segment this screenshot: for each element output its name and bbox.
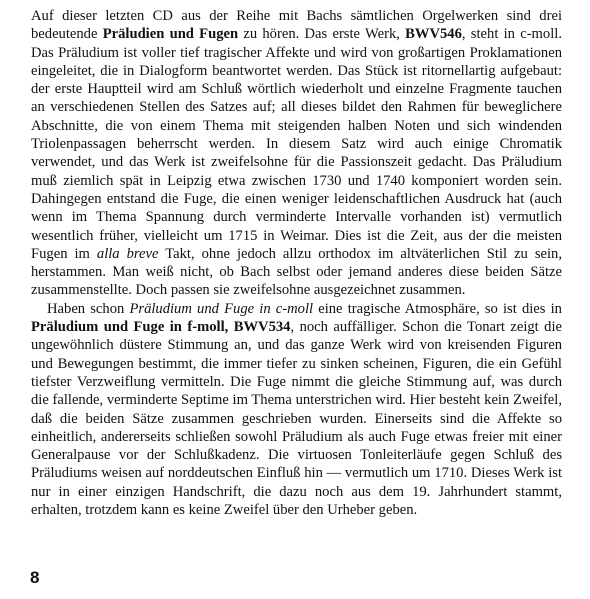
italic-text-segment: alla breve bbox=[96, 245, 159, 262]
bold-text-segment: Präludien und Fugen bbox=[102, 26, 239, 43]
text-segment: Auf dieser letzten CD aus der Reihe mit Bachs sämtlichen Orgelwerken sind drei bedeutende bbox=[31, 8, 562, 43]
body-text bbox=[31, 7, 562, 519]
bold-text-segment: BWV546 bbox=[405, 26, 462, 43]
text-segment: , noch auffälliger. Schon die Tonart zeigt die ungewöhnlich düstere Stimmung an, und das ganze Werk wird von kreisenden Figuren und Bewegungen bestimmt, die immer tiefer zu sinken scheinen, Figuren, die ein Gefühl tiefster Verzweiflung vermitteln. Die Fuge nimmt die gleiche Stimmung auf, was durch die fallende, verminderte Septime im Thema unterstrichen wird. Hier besteht kein Zweifel, daß die beiden Sätze zusammen geschrieben wurden. Einerseits sind die Affekte so einheitlich, andererseits schließen sowohl Präludium als auch Fuge etwas freier mit einer Generalpause vor der Schlußkadenz. Die virtuosen Tonleiterläufe gegen Schluß des Präludiums weisen auf norddeutschen Einfluß hin — vermutlich um 1710. Dieses Werk ist nur in einer einzigen Handschrift, die dazu noch aus dem 19. Jahrhundert stammt, erhalten, trotzdem kann es keine Zweifel über den Urheber geben. bbox=[31, 319, 562, 519]
page-number: 8 bbox=[30, 568, 40, 587]
bold-text-segment: Präludium und Fuge in f-moll, BWV534 bbox=[31, 319, 291, 336]
text-segment: zu hören. Das erste Werk, bbox=[238, 26, 406, 43]
text-segment: Takt, ohne jedoch allzu orthodox im altväterlichen Stil zu sein, herstammen. Man weiß nicht, ob Bach selbst oder jemand anderes diese beiden Sätze zusammenstellte. Doch passen sie zweifelsohne ausgezeichnet zusammen. bbox=[31, 245, 562, 299]
paragraph-bwv534 bbox=[31, 300, 562, 520]
italic-text-segment: Präludium und Fuge in c-moll bbox=[129, 300, 314, 317]
text-segment: , steht in c-moll. Das Präludium ist voller tief tragischer Affekte und wird von großartigen Proklamationen eingeleitet, die in Dialogform beantwortet werden. Das Stück ist ritornellartig aufgebaut: der erste Hauptteil wird am Schluß wörtlich wiederholt und einzelne Fragmente tauchen an verschiedenen Stellen des Satzes auf; all dieses bildet den Rahmen für beweglichere Abschnitte, die von einem Thema mit steigenden halben Noten und sich windenden Triolenpassagen beherrscht werden. In diesem Satz wird auch einige Chromatik verwendet, und das Werk ist zweifelsohne für die Passionszeit gedacht. Das Präludium muß ziemlich spät in Leipzig etwa zwischen 1730 und 1740 komponiert worden sein. Dahingegen entstand die Fuge, die einen weniger leidenschaftlichen Ausdruck hat (auch wenn im Thema Spannung durch verminderte Intervalle vorhanden ist) vermutlich wesentlich früher, vielleicht um 1715 in Weimar. Dies ist die Zeit, aus der die meisten Fugen im bbox=[31, 26, 562, 262]
text-segment: eine tragische Atmosphäre, so ist dies in bbox=[313, 300, 562, 317]
paragraph-bwv546 bbox=[31, 7, 562, 300]
text-segment: Haben schon bbox=[47, 300, 130, 317]
